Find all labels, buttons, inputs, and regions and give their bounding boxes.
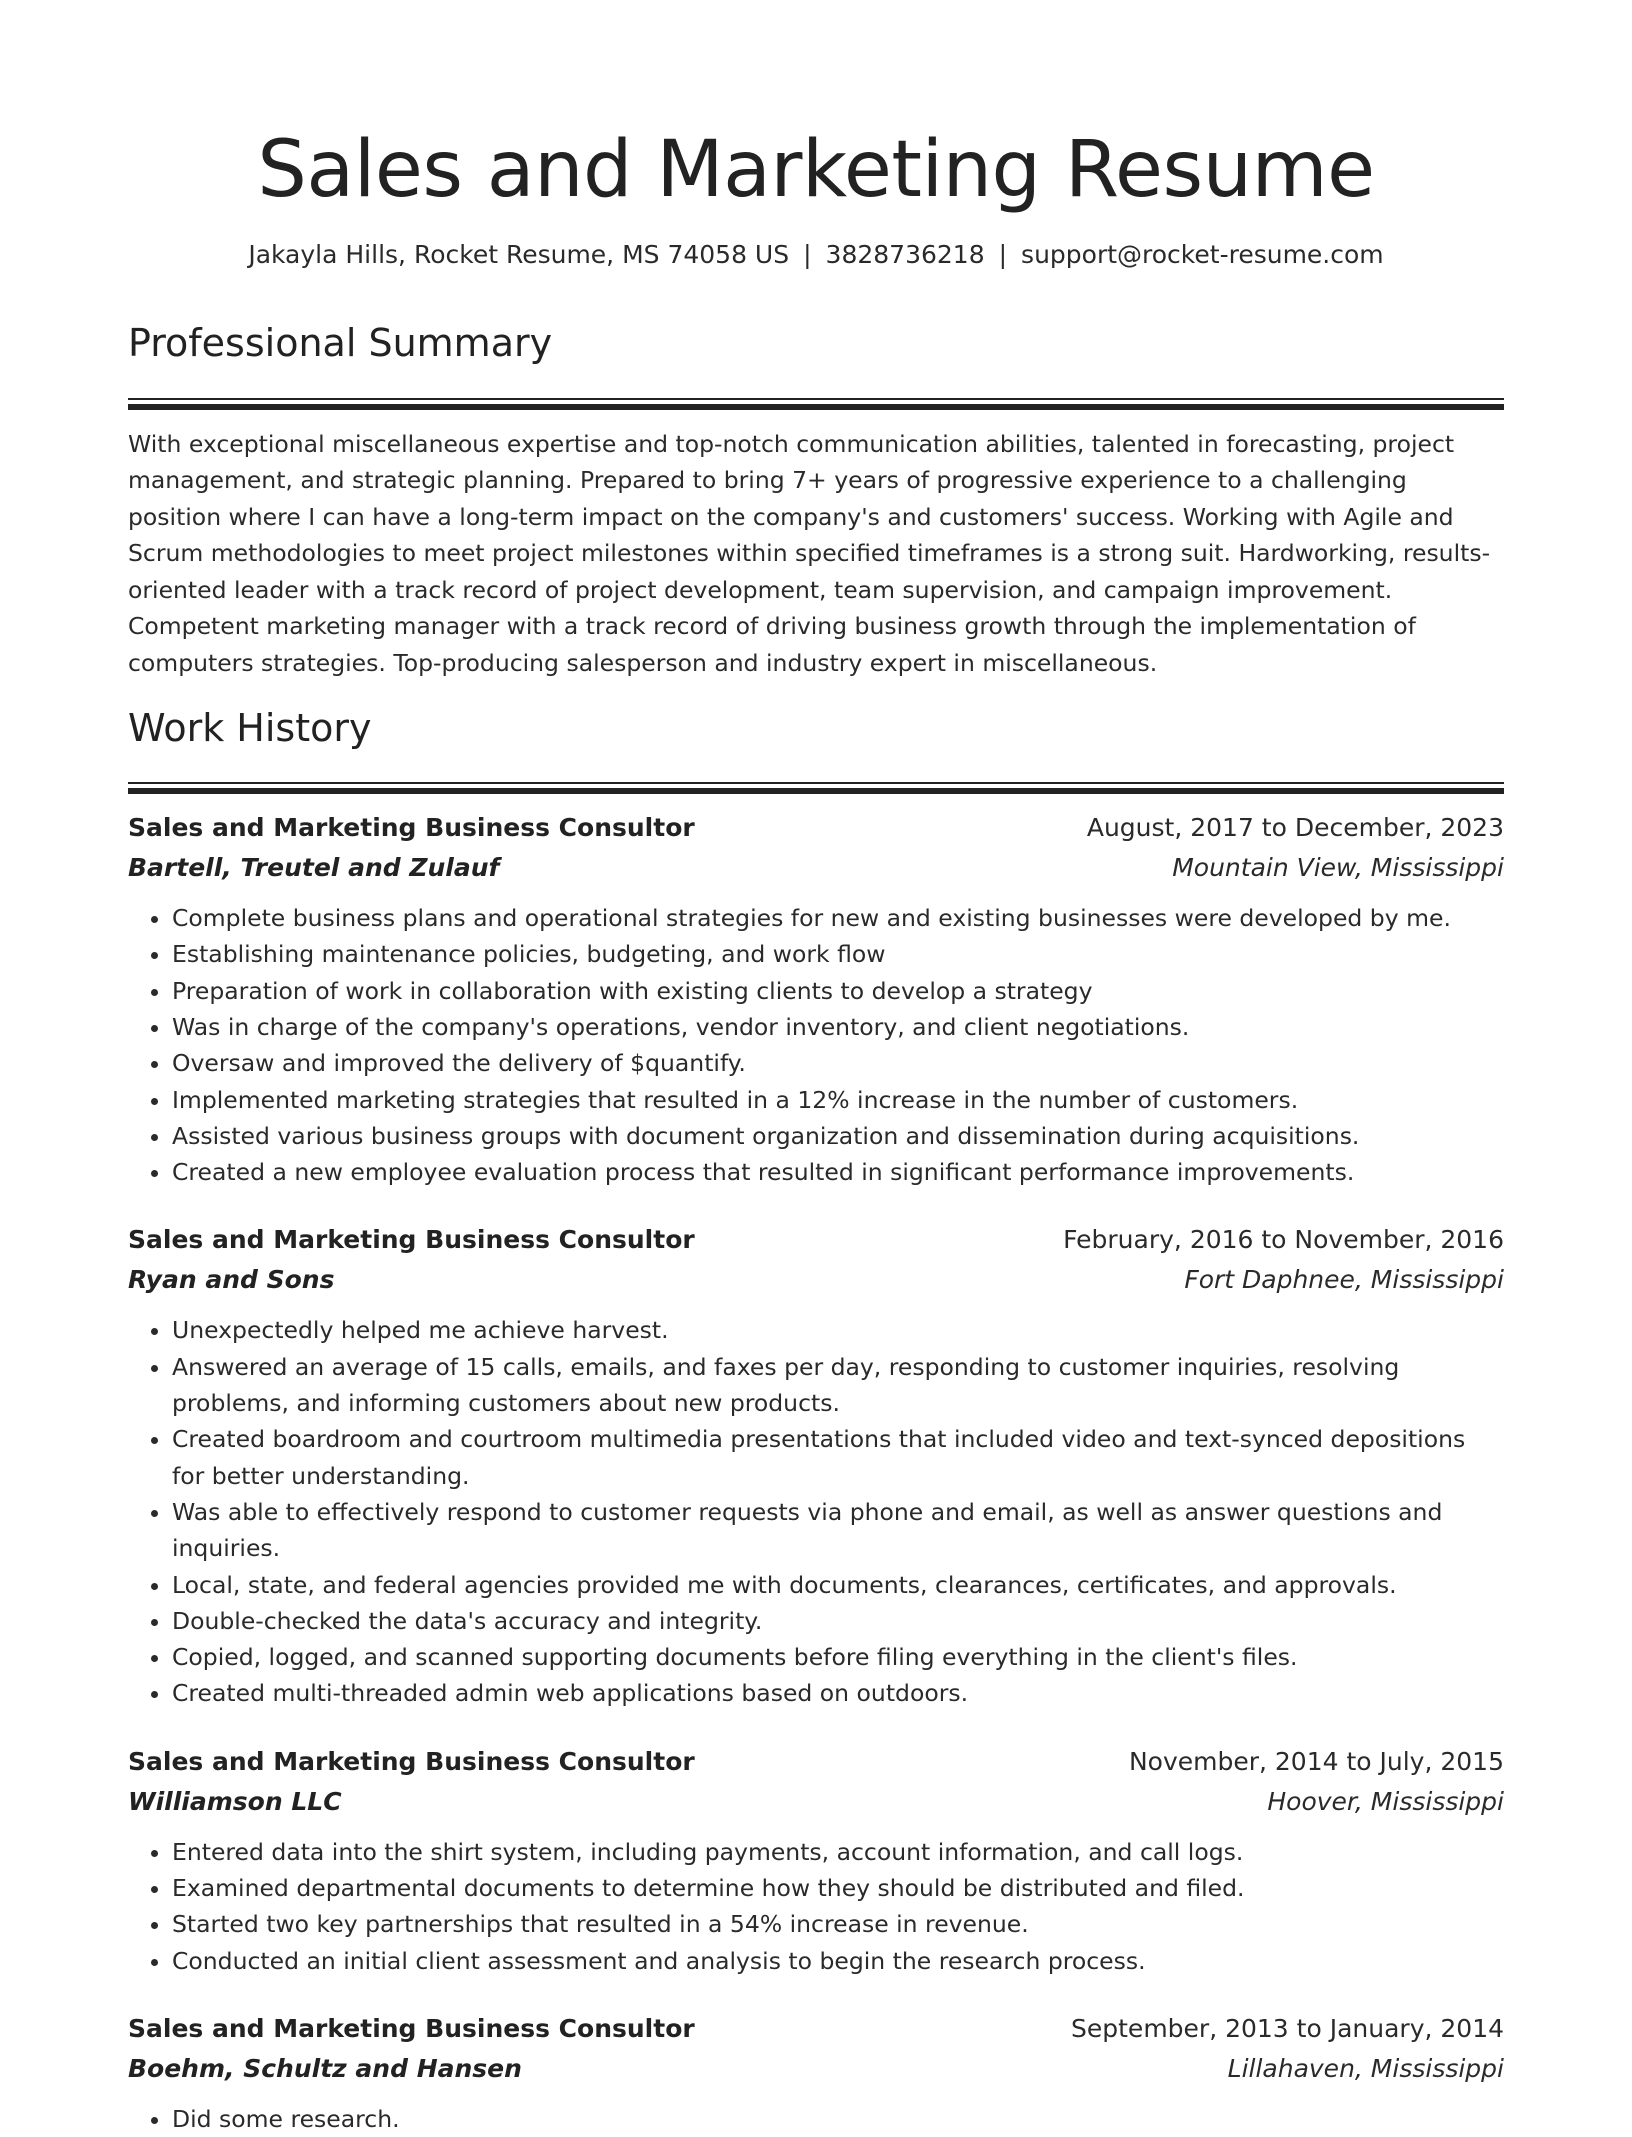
- section-divider: [128, 782, 1504, 792]
- contact-line: [128, 238, 1504, 272]
- job-entry: [128, 1220, 1504, 1711]
- job-bullet: • Oversaw and improved the delivery of $quantify.: [172, 1045, 1504, 1081]
- job-bullet: • Entered data into the shirt system, including payments, account information, and call logs.: [172, 1834, 1504, 1870]
- job-bullet: • Complete business plans and operational strategies for new and existing businesses were developed by me.: [172, 900, 1504, 936]
- job-bullet: • Was in charge of the company's operations, vendor inventory, and client negotiations.: [172, 1009, 1504, 1045]
- job-location: Mountain View, Mississippi: [1172, 853, 1504, 883]
- job-bullet: • Was able to effectively respond to customer requests via phone and email, as well as answer questions and inquiries.: [172, 1494, 1504, 1567]
- job-header-row: [128, 2009, 1504, 2049]
- work-history-list: [128, 808, 1504, 2137]
- job-bullet: • Created multi-threaded admin web applications based on outdoors.: [172, 1675, 1504, 1711]
- job-company: Boehm, Schultz and Hansen: [128, 2053, 522, 2083]
- job-bullet-list: [128, 1312, 1504, 1711]
- job-location: Fort Daphnee, Mississippi: [1184, 1265, 1504, 1295]
- job-bullet: • Answered an average of 15 calls, emails, and faxes per day, responding to customer inquiries, resolving problems, and informing customers about new products.: [172, 1349, 1504, 1422]
- job-company-row: [128, 1782, 1504, 1822]
- job-company: Williamson LLC: [128, 1786, 342, 1816]
- job-company-row: [128, 848, 1504, 888]
- contact-email: support@rocket-resume.com: [1021, 240, 1384, 269]
- job-bullet: • Conducted an initial client assessment and analysis to begin the research process.: [172, 1943, 1504, 1979]
- job-bullet-list: [128, 2101, 1504, 2137]
- job-company-row: [128, 1260, 1504, 1300]
- job-location: Lillahaven, Mississippi: [1227, 2053, 1504, 2083]
- job-bullet: • Created boardroom and courtroom multimedia presentations that included video and text-synced depositions for better understanding.: [172, 1421, 1504, 1494]
- job-bullet: • Preparation of work in collaboration with existing clients to develop a strategy: [172, 973, 1504, 1009]
- job-bullet: • Started two key partnerships that resulted in a 54% increase in revenue.: [172, 1906, 1504, 1942]
- job-bullet: • Local, state, and federal agencies provided me with documents, clearances, certificates, and approvals.: [172, 1567, 1504, 1603]
- job-bullet: • Examined departmental documents to determine how they should be distributed and filed.: [172, 1870, 1504, 1906]
- job-bullet: • Did some research.: [172, 2101, 1504, 2137]
- section-divider: [128, 398, 1504, 408]
- contact-separator: |: [998, 240, 1008, 269]
- job-bullet: • Double-checked the data's accuracy and integrity.: [172, 1603, 1504, 1639]
- job-dates: November, 2014 to July, 2015: [1128, 1746, 1504, 1776]
- job-bullet: • Establishing maintenance policies, budgeting, and work flow: [172, 936, 1504, 972]
- section-heading-work-history: Work History: [128, 705, 372, 750]
- job-header-row: [128, 1742, 1504, 1782]
- job-bullet: • Assisted various business groups with document organization and dissemination during acquisitions.: [172, 1118, 1504, 1154]
- job-bullet: • Implemented marketing strategies that resulted in a 12% increase in the number of customers.: [172, 1082, 1504, 1118]
- section-heading-summary: Professional Summary: [128, 321, 553, 365]
- job-location: Hoover, Mississippi: [1267, 1786, 1504, 1816]
- job-bullet-list: [128, 1834, 1504, 1979]
- job-company-row: [128, 2049, 1504, 2089]
- job-title: Sales and Marketing Business Consultor: [128, 813, 695, 843]
- job-entry: [128, 2009, 1504, 2137]
- job-company: Ryan and Sons: [128, 1265, 335, 1295]
- resume-page: [128, 0, 1504, 2137]
- job-entry: [128, 808, 1504, 1190]
- job-title: Sales and Marketing Business Consultor: [128, 1225, 695, 1255]
- job-dates: February, 2016 to November, 2016: [1063, 1225, 1504, 1255]
- job-entry: [128, 1742, 1504, 1979]
- job-header-row: [128, 1220, 1504, 1260]
- job-bullet: • Unexpectedly helped me achieve harvest.: [172, 1312, 1504, 1348]
- job-title: Sales and Marketing Business Consultor: [128, 2013, 695, 2043]
- contact-separator: |: [803, 240, 812, 269]
- job-dates: August, 2017 to December, 2023: [1086, 813, 1504, 843]
- contact-phone: 3828736218: [825, 240, 985, 269]
- job-bullet: • Created a new employee evaluation process that resulted in significant performance improvements.: [172, 1154, 1504, 1190]
- summary-text: With exceptional miscellaneous expertise and top-notch communication abilities, talented in forecasting, project management, and strategic planning. Prepared to bring 7+ years of progressive experience to a challenging position where I can have a long-term impact on the company's and customers' success. Working with Agile and Scrum methodologies to meet project milestones within specified timeframes is a strong suit. Hardworking, results-oriented leader with a track record of project development, team supervision, and campaign improvement. Competent marketing manager with a track record of driving business growth through the implementation of computers strategies. Top-producing salesperson and industry expert in miscellaneous.: [128, 429, 1491, 677]
- job-dates: September, 2013 to January, 2014: [1071, 2013, 1504, 2043]
- job-bullet: • Copied, logged, and scanned supporting documents before filing everything in the client's files.: [172, 1639, 1504, 1675]
- job-title: Sales and Marketing Business Consultor: [128, 1746, 695, 1776]
- job-company: Bartell, Treutel and Zulauf: [128, 853, 500, 883]
- job-header-row: [128, 808, 1504, 848]
- resume-title: Sales and Marketing Resume: [257, 125, 1375, 215]
- job-bullet-list: [128, 900, 1504, 1190]
- contact-address: Jakayla Hills, Rocket Resume, MS 74058 US: [248, 240, 790, 269]
